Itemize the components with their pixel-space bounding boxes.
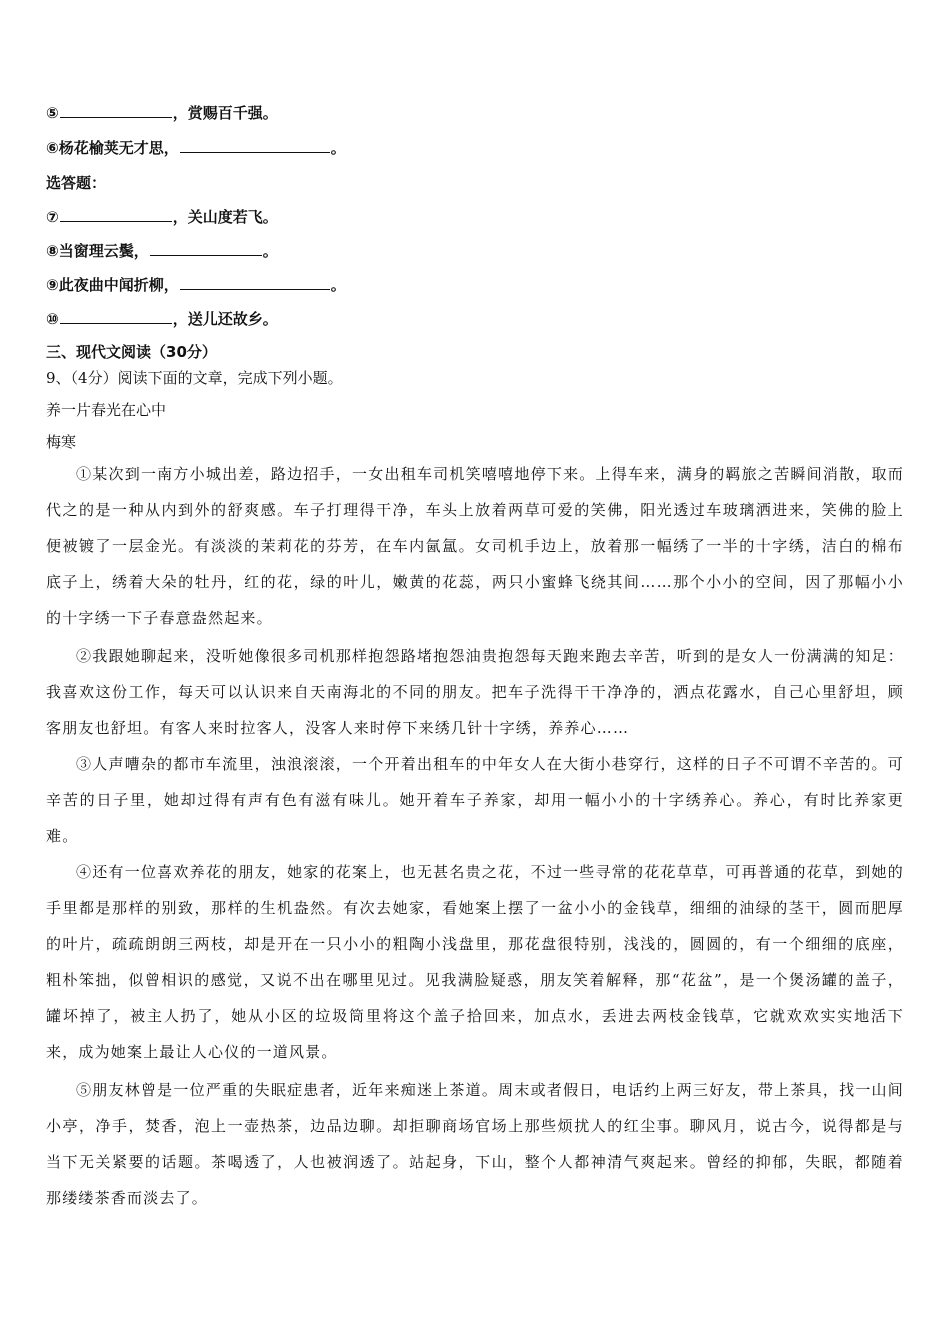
article-author: 梅寒 <box>46 433 77 451</box>
fill-item-10 <box>46 308 278 329</box>
fill-item-7 <box>46 206 278 227</box>
article-title: 养一片春光在心中 <box>46 401 167 419</box>
fill-item-6 <box>46 137 346 158</box>
answer-blank[interactable] <box>180 275 330 290</box>
item-text: 。 <box>330 276 346 294</box>
fill-item-8 <box>46 240 278 261</box>
answer-blank[interactable] <box>60 207 172 222</box>
article-paragraph-2: ②我跟她聊起来，没听她像很多司机那样抱怨路堵抱怨油贵抱怨每天跑来跑去辛苦，听到的是女人一份满满的知足：我喜欢这份工作，每天可以认识来自天南海北的不同的朋友。把车子洗得干干净净的，洒点花露水，自己心里舒坦，顾客朋友也舒坦。有客人来时拉客人，没客人来时停下来绣几针十字绣，养养心…… <box>46 647 904 737</box>
answer-blank[interactable] <box>180 138 330 153</box>
item-text: 当窗理云鬓， <box>58 242 149 260</box>
answer-blank[interactable] <box>60 103 172 118</box>
answer-blank[interactable] <box>150 241 262 256</box>
optional-heading: 选答题： <box>46 174 107 192</box>
item-number: ⑦ <box>46 208 59 226</box>
item-text: 。 <box>262 242 278 260</box>
item-number: ⑧ <box>46 242 59 260</box>
item-text: 杨花榆荚无才思， <box>58 139 179 157</box>
item-text: ，送儿还故乡。 <box>172 310 278 328</box>
answer-blank[interactable] <box>60 309 172 324</box>
item-text: ，关山度若飞。 <box>172 208 278 226</box>
article-paragraph-4: ④还有一位喜欢养花的朋友，她家的花案上，也无甚名贵之花，不过一些寻常的花花草草，可再普通的花草，到她的手里都是那样的别致，那样的生机盎然。有次去她家，看她案上摆了一盆小小的金钱草，细细的油绿的茎干，圆而肥厚的叶片，疏疏朗朗三两枝，却是开在一只小小的粗陶小浅盘里，那花盘很特别，浅浅的，圆圆的，有一个细细的底座，粗朴笨拙，似曾相识的感觉，又说不出在哪里见过。见我满脸疑惑，朋友笑着解释，那“花盆”，是一个煲汤罐的盖子，罐坏掉了，被主人扔了，她从小区的垃圾筒里将这个盖子拾回来，加点水，丢进去两枝金钱草，它就欢欢实实地活下来，成为她案上最让人心仪的一道风景。 <box>46 863 904 1061</box>
article-paragraph-1: ①某次到一南方小城出差，路边招手，一女出租车司机笑嘻嘻地停下来。上得车来，满身的羁旅之苦瞬间消散，取而代之的是一种从内到外的舒爽感。车子打理得干净，车头上放着两草可爱的笑佛，阳光透过车玻璃洒进来，笑佛的脸上便被镀了一层金光。有淡淡的茉莉花的芬芳，在车内氤氲。女司机手边上，放着那一幅绣了一半的十字绣，洁白的棉布底子上，绣着大朵的牡丹，红的花，绿的叶儿，嫩黄的花蕊，两只小蜜蜂飞绕其间……那个小小的空间，因了那幅小小的十字绣一下子春意盎然起来。 <box>46 465 904 627</box>
item-text: 。 <box>330 139 346 157</box>
item-number: ⑤ <box>46 104 59 122</box>
article-paragraph-3: ③人声嘈杂的都市车流里，浊浪滚滚，一个开着出租车的中年女人在大街小巷穿行，这样的日子不可谓不辛苦的。可辛苦的日子里，她却过得有声有色有滋有味儿。她开着车子养家，却用一幅小小的十字绣养心。养心，有时比养家更难。 <box>46 755 904 845</box>
item-number: ⑨ <box>46 276 59 294</box>
item-text: ，赏赐百千强。 <box>172 104 278 122</box>
question-prompt: 9、（4分）阅读下面的文章，完成下列小题。 <box>46 369 343 387</box>
item-number: ⑩ <box>46 310 59 328</box>
section-title: 三、现代文阅读（30分） <box>46 343 217 361</box>
item-text: 此夜曲中闻折柳， <box>58 276 179 294</box>
fill-item-5 <box>46 102 278 123</box>
fill-item-9 <box>46 274 346 295</box>
article-paragraph-5: ⑤朋友林曾是一位严重的失眠症患者，近年来痴迷上茶道。周末或者假日，电话约上两三好友，带上茶具，找一山间小亭，净手，焚香，泡上一壶热茶，边品边聊。却拒聊商场官场上那些烦扰人的红尘事。聊风月，说古今，说得都是与当下无关紧要的话题。茶喝透了，人也被润透了。站起身，下山，整个人都神清气爽起来。曾经的抑郁，失眠，都随着那缕缕茶香而淡去了。 <box>46 1081 904 1207</box>
item-number: ⑥ <box>46 139 59 157</box>
